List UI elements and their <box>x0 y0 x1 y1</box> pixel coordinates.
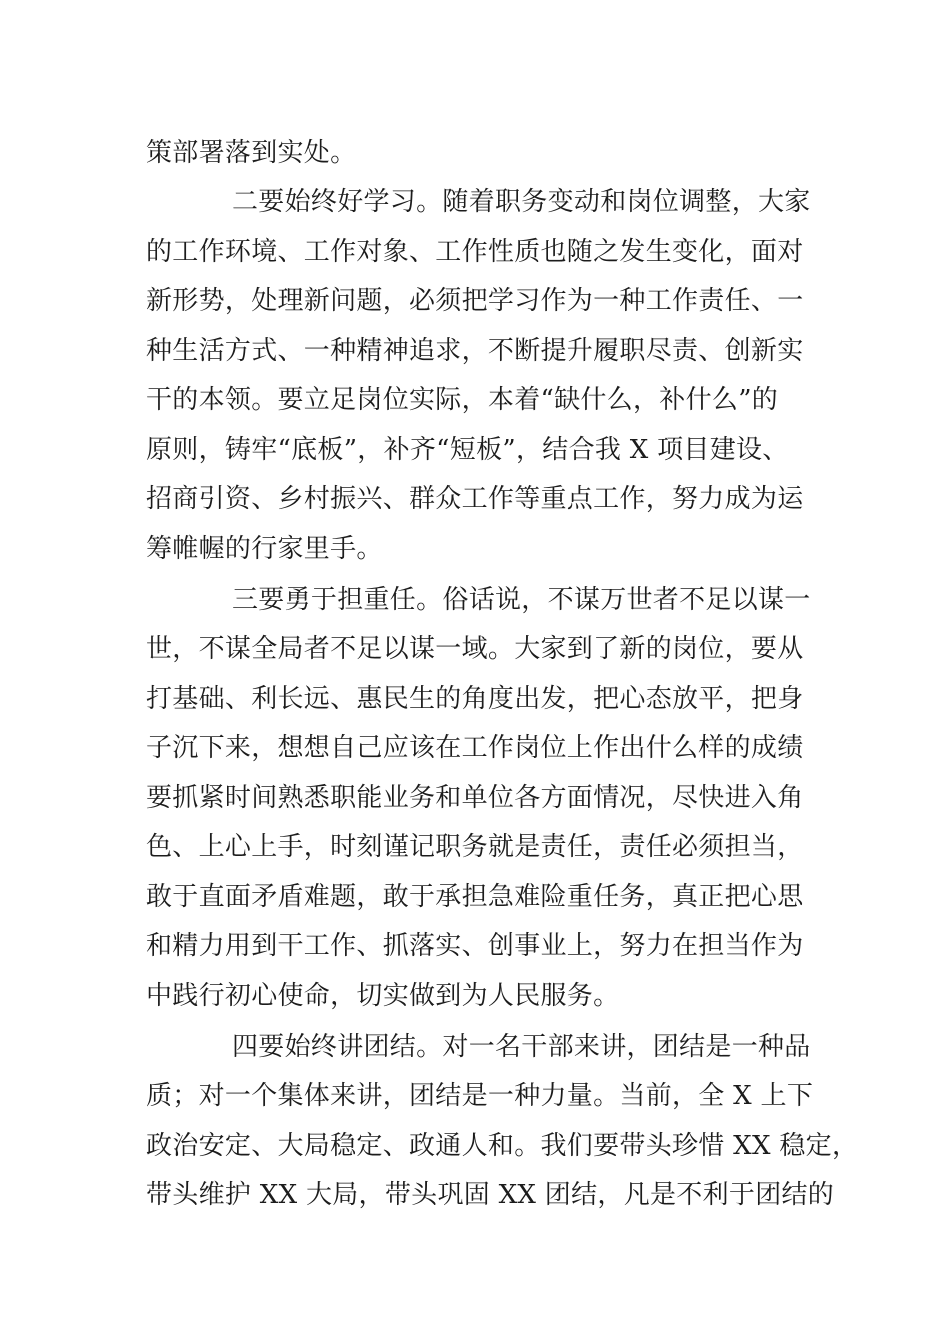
text-line: 政治安定、大局稳定、政通人和。我们要带头珍惜 XX 稳定， <box>146 1131 859 1161</box>
paragraph-heading-line: 四要始终讲团结。对一名干部来讲，团结是一种品 <box>232 1032 811 1062</box>
text-line: 打基础、利长远、惠民生的角度出发，把心态放平，把身 <box>146 684 804 714</box>
text-line: 新形势，处理新问题，必须把学习作为一种工作责任、一 <box>146 286 804 316</box>
text-line: 质；对一个集体来讲，团结是一种力量。当前，全 X 上下 <box>146 1081 814 1111</box>
text-line: 种生活方式、一种精神追求，不断提升履职尽责、创新实 <box>146 336 804 366</box>
text-line: 和精力用到干工作、抓落实、创事业上，努力在担当作为 <box>146 931 804 961</box>
text-line: 中践行初心使命，切实做到为人民服务。 <box>146 981 620 1011</box>
text-line: 的工作环境、工作对象、工作性质也随之发生变化，面对 <box>146 237 804 267</box>
text-line: 敢于直面矛盾难题，敢于承担急难险重任务，真正把心思 <box>146 882 804 912</box>
text-line: 世，不谋全局者不足以谋一域。大家到了新的岗位，要从 <box>146 634 804 664</box>
text-line: 子沉下来，想想自己应该在工作岗位上作出什么样的成绩 <box>146 733 804 763</box>
text-line: 筹帷幄的行家里手。 <box>146 534 383 564</box>
text-line: 要抓紧时间熟悉职能业务和单位各方面情况，尽快进入角 <box>146 783 804 813</box>
text-line: 原则，铸牢“底板”，补齐“短板”，结合我 X 项目建设、 <box>146 435 789 465</box>
paragraph-heading-line: 三要勇于担重任。俗话说，不谋万世者不足以谋一 <box>232 585 811 615</box>
text-line: 色、上心上手，时刻谨记职务就是责任，责任必须担当， <box>146 832 804 862</box>
paragraph-heading-line: 二要始终好学习。随着职务变动和岗位调整，大家 <box>232 187 811 217</box>
text-line: 干的本领。要立足岗位实际，本着“缺什么，补什么”的 <box>146 385 779 415</box>
text-line: 招商引资、乡村振兴、群众工作等重点工作，努力成为运 <box>146 484 804 514</box>
text-line: 策部署落到实处。 <box>146 138 357 168</box>
text-line: 带头维护 XX 大局，带头巩固 XX 团结，凡是不利于团结的 <box>146 1180 835 1210</box>
